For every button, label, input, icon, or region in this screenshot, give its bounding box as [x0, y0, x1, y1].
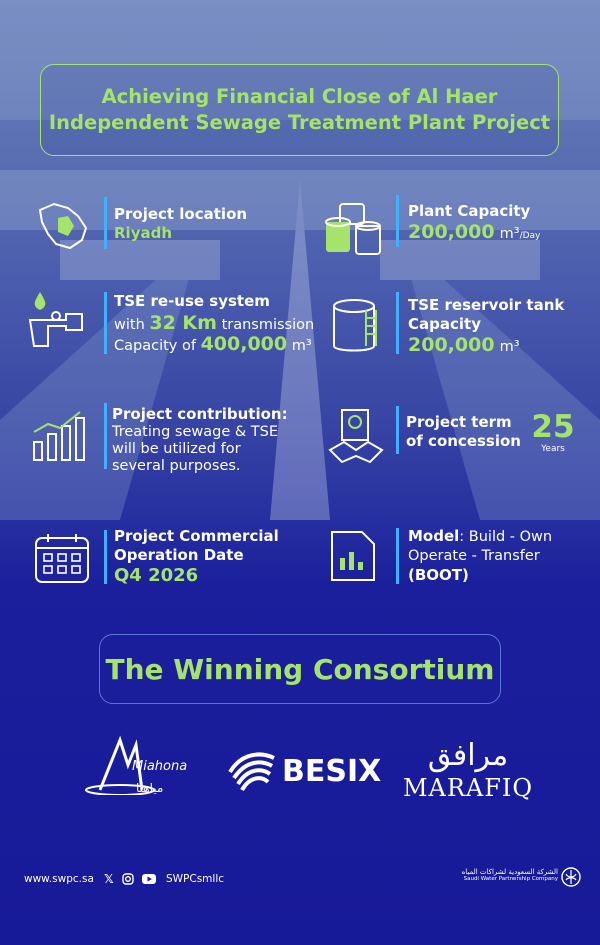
saudi-map-icon — [34, 200, 90, 252]
document-report-icon — [326, 528, 380, 584]
model-label: Model — [408, 527, 460, 545]
calendar-icon — [34, 532, 90, 584]
consortium-heading: The Winning Consortium — [105, 652, 495, 686]
project-location-label: Project location — [114, 205, 248, 223]
tse-reuse-value: 400,000 — [200, 333, 288, 355]
tse-reuse-capacity-of: Capacity of — [114, 338, 196, 354]
contribution-line-1: Treating sewage & TSE — [112, 424, 278, 440]
term-value: 25 — [531, 409, 575, 445]
miahona-name: Miahona — [132, 759, 188, 774]
contribution-line-3: several purposes. — [112, 458, 241, 474]
x-icon[interactable]: 𝕏 — [104, 872, 114, 886]
title-line-1: Achieving Financial Close of Al Haer — [101, 85, 498, 108]
cod-value: Q4 2026 — [114, 565, 199, 586]
swpc-logo-icon — [560, 866, 582, 888]
footer — [0, 866, 600, 945]
handshake-contract-icon — [326, 406, 386, 466]
reservoir-label-1: TSE reservoir tank — [408, 296, 565, 314]
tse-reuse-with: with — [114, 317, 145, 333]
plant-capacity-label: Plant Capacity — [408, 202, 531, 220]
model-line-2: Operate - Transfer — [408, 548, 540, 564]
pipes-icon — [26, 290, 92, 352]
title-banner — [40, 64, 559, 156]
term-label-1: Project term — [406, 413, 512, 431]
model-line-1: : Build - Own — [459, 529, 553, 545]
marafiq-arabic: مرافق — [427, 738, 509, 773]
reservoir-value: 200,000 — [408, 334, 495, 356]
term-unit: Years — [541, 444, 565, 454]
storage-tanks-icon — [322, 200, 384, 258]
miahona-logo — [70, 735, 190, 805]
consortium-banner — [99, 634, 501, 704]
besix-name: BESIX — [282, 754, 382, 789]
model-line-3: (BOOT) — [408, 566, 469, 584]
tse-reuse-km: 32 Km — [149, 312, 217, 334]
tse-reuse-label: TSE re-use system — [114, 292, 270, 310]
company-name-english: Saudi Water Partnership Company — [463, 876, 558, 882]
marafiq-name: MARAFIQ — [402, 774, 534, 802]
term-label-2: of concession — [406, 432, 521, 450]
contribution-line-2: will be utilized for — [112, 441, 241, 457]
besix-logo — [226, 746, 382, 796]
cod-label-1: Project Commercial — [114, 527, 279, 545]
cod-label-2: Operation Date — [114, 546, 244, 564]
reservoir-tank-icon — [330, 296, 384, 356]
social-handle[interactable]: SWPCsmllc — [166, 873, 225, 885]
tse-reuse-transmission: transmission — [221, 317, 315, 333]
company-name-arabic: الشركة السعودية لشراكات المياه — [461, 868, 558, 876]
title-line-2: Independent Sewage Treatment Plant Project — [48, 111, 551, 134]
website-link[interactable]: www.swpc.sa — [24, 873, 94, 885]
miahona-arabic: مياهنا — [136, 781, 164, 795]
youtube-icon[interactable] — [142, 874, 156, 884]
contribution-label: Project contribution: — [112, 405, 288, 423]
plant-capacity-unit: m³ — [499, 226, 520, 242]
instagram-icon[interactable] — [122, 873, 134, 885]
reservoir-unit: m³ — [499, 339, 520, 355]
marafiq-logo — [398, 738, 538, 808]
plant-capacity-value: 200,000 — [408, 221, 495, 243]
project-location-value: Riyadh — [114, 224, 173, 242]
plant-capacity-unit-suffix: /Day — [519, 231, 541, 241]
growth-chart-icon — [30, 408, 86, 462]
reservoir-label-2: Capacity — [408, 315, 481, 333]
tse-reuse-unit: m³ — [291, 338, 312, 354]
